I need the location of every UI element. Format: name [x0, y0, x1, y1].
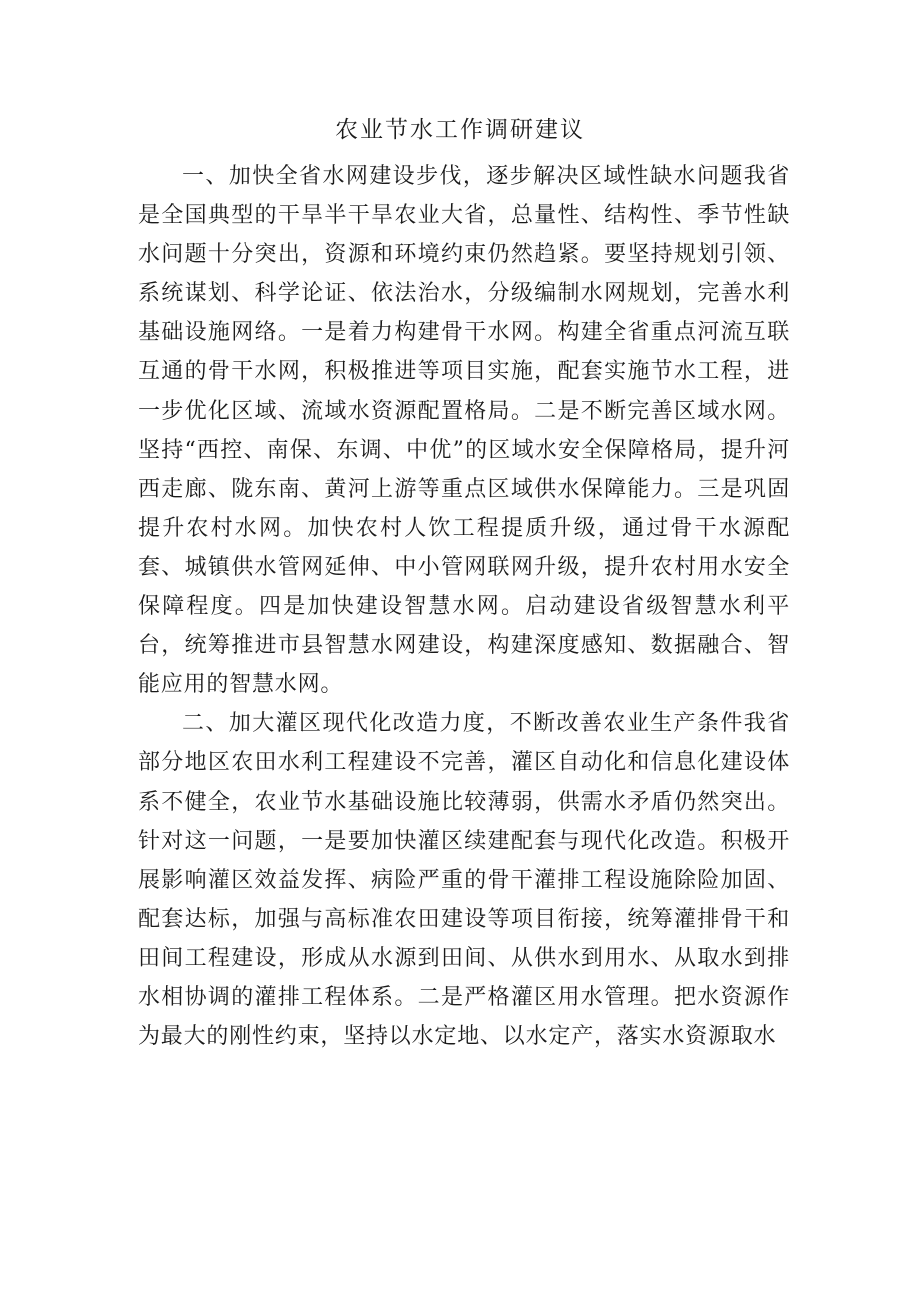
- document-body: [138, 157, 790, 1056]
- paragraph-2: 二、加大灌区现代化改造力度，不断改善农业生产条件我省部分地区农田水利工程建设不完善，灌区自动化和信息化建设体系不健全，农业节水基础设施比较薄弱，供需水矛盾仍然突出。针对这一问题，一是要加快灌区续建配套与现代化改造。积极开展影响灌区效益发挥、病险严重的骨干灌排工程设施除险加固、配套达标，加强与高标准农田建设等项目衔接，统筹灌排骨干和田间工程建设，形成从水源到田间、从供水到用水、从取水到排水相协调的灌排工程体系。二是严格灌区用水管理。把水资源作为最大的刚性约束，坚持以水定地、以水定产，落实水资源取水: [138, 711, 790, 1050]
- paragraph-1: 一、加快全省水网建设步伐，逐步解决区域性缺水问题我省是全国典型的干旱半干旱农业大省，总量性、结构性、季节性缺水问题十分突出，资源和环境约束仍然趋紧。要坚持规划引领、系统谋划、科学论证、依法治水，分级编制水网规划，完善水利基础设施网络。一是着力构建骨干水网。构建全省重点河流互联互通的骨干水网，积极推进等项目实施，配套实施节水工程，进一步优化区域、流域水资源配置格局。二是不断完善区域水网。坚持“西控、南保、东调、中优”的区域水安全保障格局，提升河西走廊、陇东南、黄河上游等重点区域供水保障能力。三是巩固提升农村水网。加快农村人饮工程提质升级，通过骨干水源配套、城镇供水管网延伸、中小管网联网升级，提升农村用水安全保障程度。四是加快建设智慧水网。启动建设省级智慧水利平台，统筹推进市县智慧水网建设，构建深度感知、数据融合、智能应用的智慧水网。: [138, 164, 790, 698]
- document-title: 农业节水工作调研建议: [335, 117, 585, 143]
